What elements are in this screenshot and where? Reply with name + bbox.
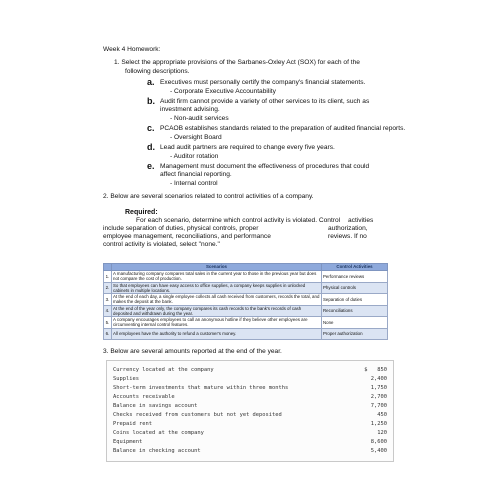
table-row (104, 328, 388, 340)
amount-value: 450 (377, 412, 387, 418)
table-row (104, 317, 388, 329)
list-item (113, 403, 387, 410)
row-number: 3. (104, 294, 112, 306)
q2-para-line1-right: activities (348, 217, 374, 224)
amount-label: Coins located at the company (113, 430, 204, 436)
q1-item-e-text1: Management must document the effectiveness of procedures that could (160, 163, 370, 170)
table-row (104, 282, 388, 294)
row-number: 6. (104, 328, 112, 340)
list-item (113, 367, 387, 374)
q2-prompt: 2. Below are several scenarios related to control activities of a company. (103, 193, 314, 200)
row-scenario: At the end of each day, a single employee collects all cash received from customers, records the total, and makes the deposit at the bank. (112, 294, 322, 306)
amount-label: Currency located at the company (113, 367, 214, 373)
q1-item-d-answer: - Auditor rotation (170, 153, 219, 160)
q3-prompt: 3. Below are several amounts reported at the end of the year. (103, 348, 282, 355)
amount-value: 120 (377, 430, 387, 436)
table-row (104, 305, 388, 317)
q1-prompt-line1: 1. Select the appropriate provisions of the Sarbanes-Oxley Act (SOX) for each of the (114, 59, 360, 66)
row-number: 1. (104, 271, 112, 283)
row-activity: None (322, 317, 388, 329)
table-header-row (104, 264, 388, 271)
q2-para-line3-left: employee management, reconciliations, and performance (103, 233, 271, 240)
q2-para-line1-left: For each scenario, determine which control activity is violated. Control (136, 217, 341, 224)
amounts-box (106, 360, 394, 462)
q1-item-b-text1: Audit firm cannot provide a variety of other services to its client, such as (160, 98, 370, 105)
q1-item-c-answer: - Oversight Board (170, 134, 222, 141)
list-item (113, 430, 387, 437)
q1-item-a-text: Executives must personally certify the company's financial statements. (160, 79, 366, 86)
control-activities-table (103, 263, 388, 340)
q2-para-line4-left: control activity is violated, select "none." (103, 241, 220, 248)
q1-prompt-line2: following descriptions. (125, 68, 190, 75)
header-scenarios: Scenarios (112, 264, 322, 271)
q1-item-e-letter: e. (147, 161, 155, 171)
list-item (113, 421, 387, 428)
row-number: 4. (104, 305, 112, 317)
amount-value: 2,700 (370, 394, 387, 400)
q2-para-line2-right: authorization, (328, 225, 368, 232)
amount-label: Supplies (113, 376, 139, 382)
amount-label: Short-term investments that mature within three months (113, 385, 289, 391)
list-item (113, 448, 387, 455)
q1-item-e-answer: - Internal control (170, 180, 218, 187)
q1-item-d-letter: d. (147, 142, 155, 152)
q2-para-line3-right: reviews. If no (328, 233, 367, 240)
list-item (113, 394, 387, 401)
row-number: 5. (104, 317, 112, 329)
amount-value: $ 850 (364, 367, 387, 373)
amount-value: 1,750 (370, 385, 387, 391)
header-blank (104, 264, 112, 271)
row-activity: Reconciliations (322, 305, 388, 317)
page-title: Week 4 Homework: (103, 46, 161, 53)
list-item (113, 385, 387, 392)
q2-required-heading: Required: (125, 209, 158, 216)
list-item (113, 376, 387, 383)
row-number: 2. (104, 282, 112, 294)
row-activity: Physical controls (322, 282, 388, 294)
q1-item-a-answer: - Corporate Executive Accountability (170, 88, 276, 95)
amount-value: 1,250 (370, 421, 387, 427)
row-scenario: All employees have the authority to refund a customer's money. (112, 328, 322, 340)
row-scenario: So that employees can have easy access to office supplies, a company keeps supplies in unlocked cabinets in multiple locations. (112, 282, 322, 294)
row-scenario: A company encourages employees to call an anonymous hotline if they believe other employees are circumventing internal control features. (112, 317, 322, 329)
row-activity: Proper authorization (322, 328, 388, 340)
amount-label: Prepaid rent (113, 421, 152, 427)
amount-value: 7,700 (370, 403, 387, 409)
q1-item-b-answer: - Non-audit services (170, 115, 229, 122)
list-item (113, 439, 387, 446)
q1-item-c-text: PCAOB establishes standards related to the preparation of audited financial reports. (160, 125, 406, 132)
amount-value: 2,400 (370, 376, 387, 382)
q1-item-a-letter: a. (147, 77, 155, 87)
q1-item-e-text2: affect financial reporting. (160, 171, 232, 178)
row-scenario: A manufacturing company compares total sales in the current year to those in the previous year but does not compare the cost of production. (112, 271, 322, 283)
q1-item-b-letter: b. (147, 96, 155, 106)
amount-label: Balance in checking account (113, 448, 201, 454)
table-row (104, 294, 388, 306)
list-item (113, 412, 387, 419)
row-activity: Separation of duties (322, 294, 388, 306)
q1-item-c-letter: c. (147, 123, 155, 133)
amount-label: Checks received from customers but not yet deposited (113, 412, 282, 418)
row-scenario: At the end of the year only, the company compares its cash records to the bank's records of cash deposited and withdrawn during the year. (112, 305, 322, 317)
header-control-activities: Control Activities (322, 264, 388, 271)
amount-label: Balance in savings account (113, 403, 198, 409)
amount-label: Accounts receivable (113, 394, 175, 400)
q2-para-line2-left: include separation of duties, physical controls, proper (103, 225, 259, 232)
q1-item-b-text2: investment advising. (160, 106, 220, 113)
table-row (104, 271, 388, 283)
q1-item-d-text: Lead audit partners are required to change every five years. (160, 144, 335, 151)
amount-value: 8,600 (370, 439, 387, 445)
amount-label: Equipment (113, 439, 143, 445)
amount-value: 5,400 (370, 448, 387, 454)
row-activity: Performance reviews (322, 271, 388, 283)
